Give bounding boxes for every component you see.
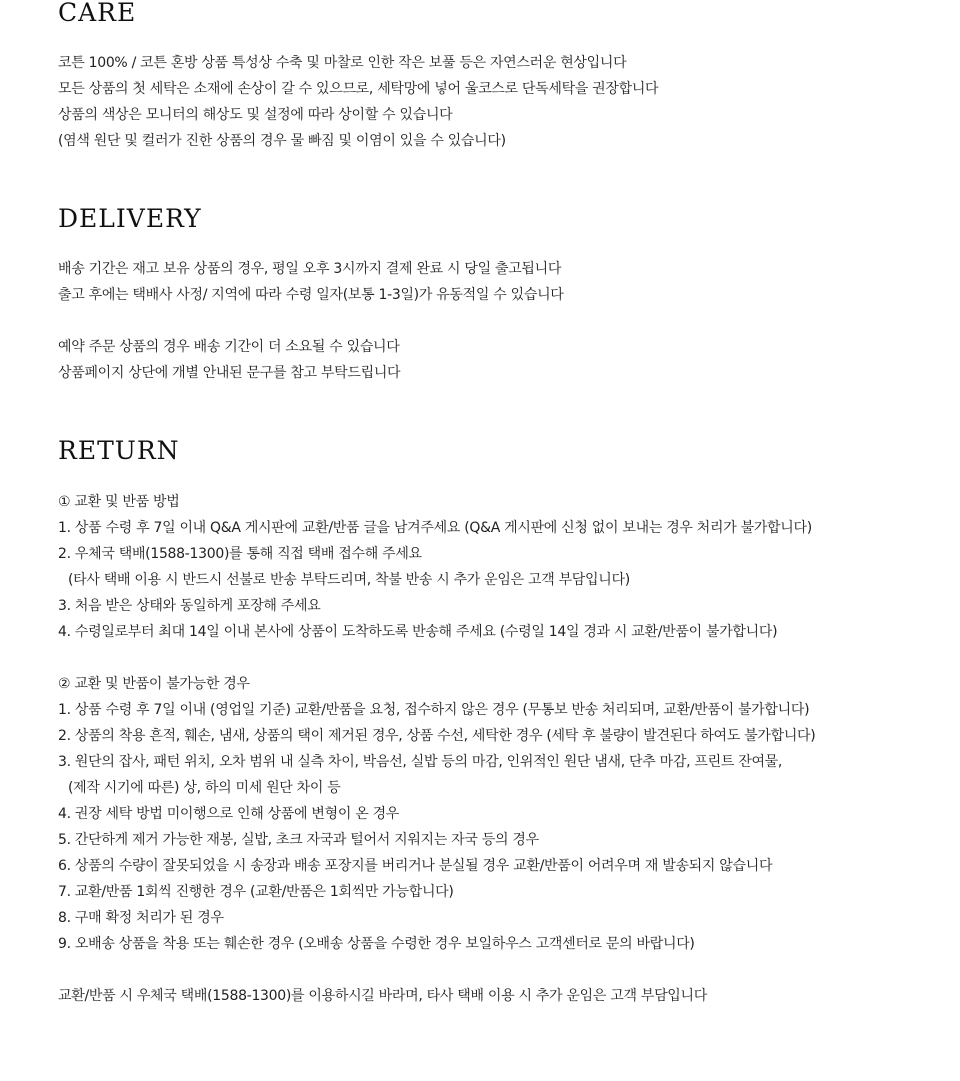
care-line: 상품의 색상은 모니터의 해상도 및 설정에 따라 상이할 수 있습니다 <box>58 107 453 123</box>
return-method-item: 1. 상품 수령 후 7일 이내 Q&A 게시판에 교환/반품 글을 남겨주세요 (Q&A 게시판에 신청 없이 보내는 경우 처리가 불가합니다) <box>58 520 812 536</box>
return-unavailable-item: 8. 구매 확정 처리가 된 경우 <box>58 910 224 926</box>
care-line: 코튼 100% / 코튼 혼방 상품 특성상 수축 및 마찰로 인한 작은 보풀 등은 자연스러운 현상입니다 <box>58 55 627 71</box>
return-method-item: 2. 우체국 택배(1588-1300)를 통해 직접 택배 접수해 주세요 <box>58 546 422 562</box>
return-footer-note: 교환/반품 시 우체국 택배(1588-1300)를 이용하시길 바라며, 타사 택배 이용 시 추가 운임은 고객 부담입니다 <box>58 988 707 1004</box>
return-unavailable-item: 4. 권장 세탁 방법 미이행으로 인해 상품에 변형이 온 경우 <box>58 806 400 822</box>
spacer <box>58 957 938 983</box>
return-method-heading: ① 교환 및 반품 방법 <box>58 494 180 510</box>
return-section <box>58 489 938 1009</box>
delivery-line: 상품페이지 상단에 개별 안내된 문구를 참고 부탁드립니다 <box>58 365 401 381</box>
delivery-line: 출고 후에는 택배사 사정/ 지역에 따라 수령 일자(보통 1-3일)가 유동적일 수 있습니다 <box>58 287 564 303</box>
return-method-item: 3. 처음 받은 상태와 동일하게 포장해 주세요 <box>58 598 321 614</box>
return-heading: RETURN <box>58 436 180 465</box>
return-unavailable-item: 2. 상품의 착용 흔적, 훼손, 냄새, 상품의 택이 제거된 경우, 상품 수선, 세탁한 경우 (세탁 후 불량이 발견된다 하여도 불가합니다) <box>58 728 816 744</box>
delivery-line: 예약 주문 상품의 경우 배송 기간이 더 소요될 수 있습니다 <box>58 339 400 355</box>
return-unavailable-item: 6. 상품의 수량이 잘못되었을 시 송장과 배송 포장지를 버리거나 분실될 경우 교환/반품이 어려우며 재 발송되지 않습니다 <box>58 858 773 874</box>
spacer <box>58 645 938 671</box>
care-line: 모든 상품의 첫 세탁은 소재에 손상이 갈 수 있으므로, 세탁망에 넣어 울코스로 단독세탁을 권장합니다 <box>58 81 659 97</box>
return-method-item: 4. 수령일로부터 최대 14일 이내 본사에 상품이 도착하도록 반송해 주세요 (수령일 14일 경과 시 교환/반품이 불가합니다) <box>58 624 778 640</box>
care-section <box>58 50 938 154</box>
return-unavailable-item: 5. 간단하게 제거 가능한 재봉, 실밥, 초크 자국과 털어서 지워지는 자국 등의 경우 <box>58 832 539 848</box>
delivery-heading: DELIVERY <box>58 204 202 233</box>
return-unavailable-item: 9. 오배송 상품을 착용 또는 훼손한 경우 (오배송 상품을 수령한 경우 보일하우스 고객센터로 문의 바랍니다) <box>58 936 695 952</box>
return-unavailable-heading: ② 교환 및 반품이 불가능한 경우 <box>58 676 250 692</box>
delivery-section <box>58 256 938 386</box>
care-heading: CARE <box>58 0 137 27</box>
care-line: (염색 원단 및 컬러가 진한 상품의 경우 물 빠짐 및 이염이 있을 수 있습니다) <box>58 133 506 149</box>
return-unavailable-item: 1. 상품 수령 후 7일 이내 (영업일 기준) 교환/반품을 요청, 접수하지 않은 경우 (무통보 반송 처리되며, 교환/반품이 불가합니다) <box>58 702 810 718</box>
return-unavailable-note: (제작 시기에 따른) 상, 하의 미세 원단 차이 등 <box>68 780 341 796</box>
delivery-line: 배송 기간은 재고 보유 상품의 경우, 평일 오후 3시까지 결제 완료 시 당일 출고됩니다 <box>58 261 562 277</box>
return-unavailable-item: 3. 원단의 잡사, 패턴 위치, 오차 범위 내 실측 차이, 박음선, 실밥 등의 마감, 인위적인 원단 냄새, 단추 마감, 프린트 잔여물, <box>58 754 783 770</box>
return-unavailable-item: 7. 교환/반품 1회씩 진행한 경우 (교환/반품은 1회씩만 가능합니다) <box>58 884 454 900</box>
spacer <box>58 308 938 334</box>
return-method-note: (타사 택배 이용 시 반드시 선불로 반송 부탁드리며, 착불 반송 시 추가 운임은 고객 부담입니다) <box>68 572 630 588</box>
product-info-content <box>58 0 938 1009</box>
